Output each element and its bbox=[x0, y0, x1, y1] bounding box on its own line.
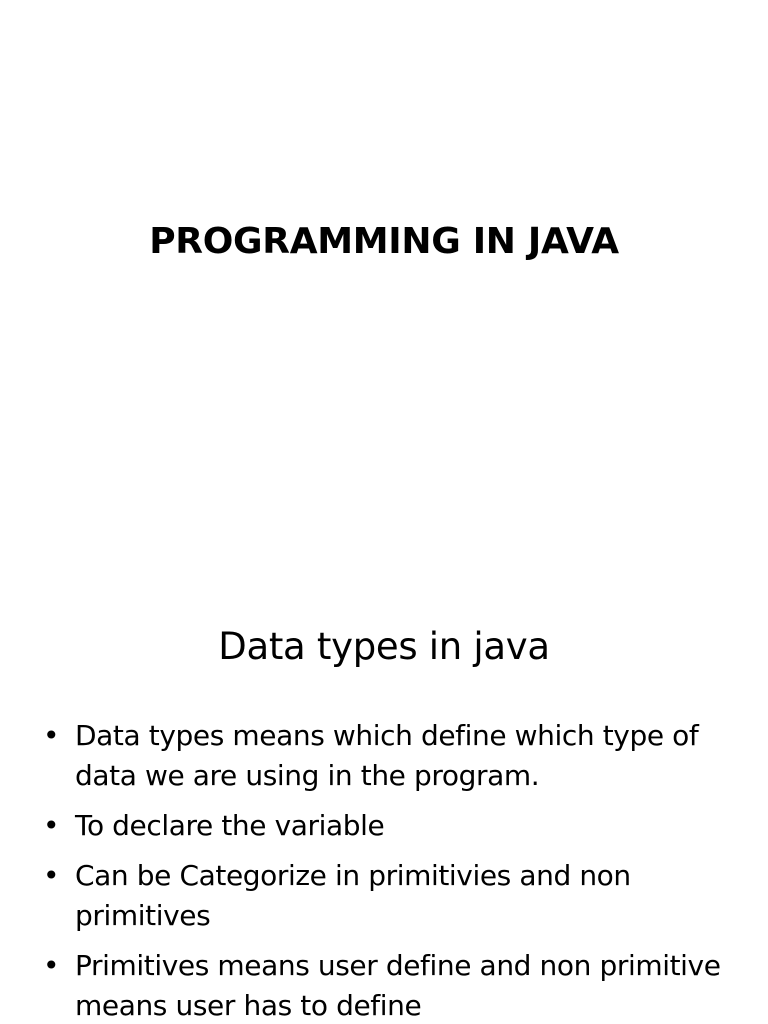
bullet-item bbox=[43, 806, 743, 846]
bullet-item bbox=[43, 856, 743, 936]
bullet-text: To declare the variable bbox=[75, 809, 385, 842]
bullet-list bbox=[43, 716, 743, 1024]
bullet-icon: • bbox=[43, 859, 60, 892]
bullet-icon: • bbox=[43, 949, 60, 982]
bullet-text: Data types means which define which type of data we are using in the program. bbox=[75, 719, 699, 792]
bullet-icon: • bbox=[43, 719, 60, 752]
content-slide bbox=[0, 576, 768, 1024]
bullet-item bbox=[43, 946, 743, 1024]
slide-heading: Data types in java bbox=[218, 625, 550, 668]
bullet-item bbox=[43, 716, 743, 796]
bullet-text: Primitives means user define and non primitive means user has to define bbox=[75, 949, 721, 1022]
bullet-icon: • bbox=[43, 809, 60, 842]
bullet-text: Can be Categorize in primitivies and non primitives bbox=[75, 859, 631, 932]
slide-title: PROGRAMMING IN JAVA bbox=[149, 221, 619, 262]
